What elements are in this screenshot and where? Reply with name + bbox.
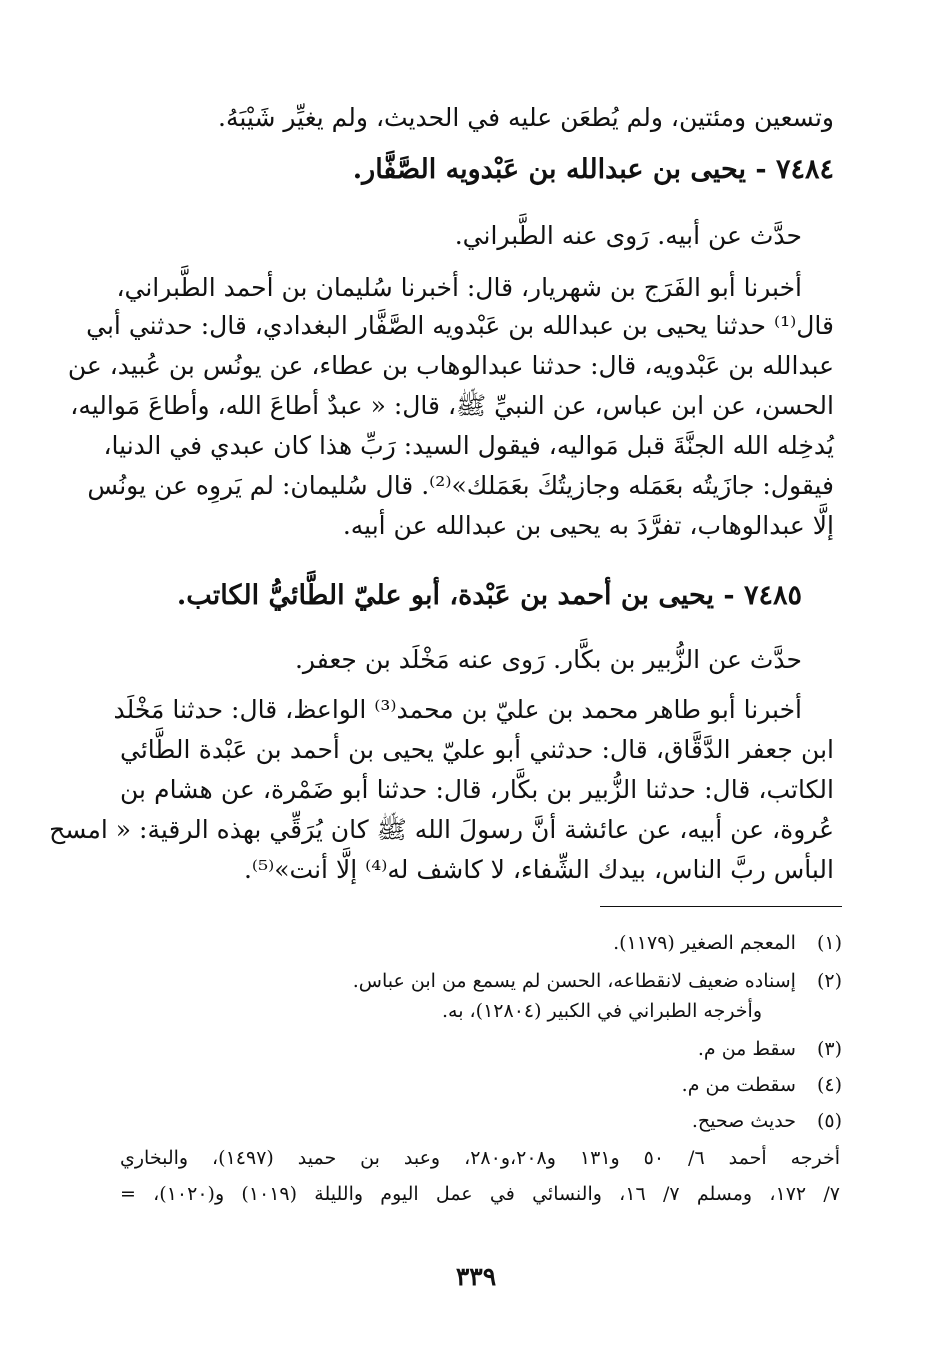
footnote-4	[682, 1070, 842, 1100]
footnote-divider	[600, 906, 842, 907]
footnote-text: إسناده ضعيف لانقطاعه، الحسن لم يسمع من ابن عباس.	[352, 970, 796, 992]
text-line: البأس ربَّ الناس، بيدك الشِّفاء، لا كاشف له⁽⁴⁾ إلَّا أنت»⁽⁵⁾.	[243, 855, 834, 884]
footnote-1	[613, 928, 842, 958]
text-line: فيقول: جازَيتُه بعَمَله وجازيتُكَ بعَمَلك»⁽²⁾. قال سُليمان: لم يَروِه عن يونُس	[87, 471, 834, 500]
text-line: الكاتب، قال: حدثنا الزُّبير بن بكَّار، قال: حدثنا أبو ضَمْرة، عن هشام بن	[120, 775, 834, 804]
entry-heading-7484: ٧٤٨٤ - يحيى بن عبدالله بن عَبْدويه الصَّفَّار.	[352, 154, 834, 185]
footnote-2-continuation: وأخرجه الطبراني في الكبير (١٢٨٠٤)، به.	[441, 1000, 762, 1022]
footnote-number: (٢)	[816, 970, 842, 992]
text-line: حدَّث عن الزُّبير بن بكَّار. رَوى عنه مَخْلَد بن جعفر.	[294, 645, 802, 674]
text-line: حدَّث عن أبيه. رَوى عنه الطَّبراني.	[454, 221, 802, 250]
text-line: إلَّا عبدالوهاب، تفرَّدَ به يحيى بن عبدالله عن أبيه.	[342, 511, 834, 540]
entry-heading-7485: ٧٤٨٥ - يحيى بن أحمد بن عَبْدة، أبو عليّ الطَّائيُّ الكاتب.	[176, 580, 802, 611]
footnote-number: (٥)	[816, 1110, 842, 1132]
footnote-text: حديث صحيح.	[691, 1110, 796, 1132]
footnote-2	[353, 966, 842, 996]
text-line: قال⁽¹⁾ حدثنا يحيى بن عبدالله بن عَبْدويه الصَّفَّار البغدادي، قال: حدثني أبي	[86, 311, 834, 340]
footnote-text: المعجم الصغير (١١٧٩).	[613, 932, 796, 954]
text-line: عُروة، عن أبيه، عن عائشة أنَّ رسولَ الله ﷺ كان يُرَقِّي بهذه الرقية: « امسح	[49, 815, 834, 844]
text-line: الحسن، عن ابن عباس، عن النبيِّ ﷺ، قال: « عبدٌ أطاعَ الله، وأطاعَ مَواليه،	[70, 391, 834, 420]
text-line: أخبرنا أبو طاهر محمد بن عليّ بن محمد⁽³⁾ الواعظ، قال: حدثنا مَخْلَد	[113, 695, 802, 724]
text-line: يُدخِله الله الجنَّةَ قبل مَواليه، فيقول السيد: رَبِّ هذا كان عبدي في الدنيا،	[103, 431, 834, 460]
footnote-number: (١)	[816, 932, 842, 954]
footnote-5	[692, 1106, 842, 1136]
footnote-5-continuation: أخرجه أحمد ٦/ ٥٠ و١٣١ و٢٠٨،و٢٨٠، وعبد بن حميد (١٤٩٧)، والبخاري	[120, 1147, 841, 1169]
text-line: ابن جعفر الدَّقَّاق، قال: حدثني أبو عليّ يحيى بن أحمد بن عَبْدة الطَّائي	[120, 735, 834, 764]
text-line: أخبرنا أبو الفَرَج بن شهريار، قال: أخبرنا سُليمان بن أحمد الطَّبراني،	[116, 273, 802, 302]
footnote-number: (٣)	[816, 1038, 842, 1060]
footnote-text: سقط من م.	[697, 1038, 796, 1060]
page-number: ٣٣٩	[455, 1262, 497, 1291]
footnote-5-continuation: ٧/ ١٧٢، ومسلم ٧/ ١٦، والنسائي في عمل اليوم والليلة (١٠١٩) و(١٠٢٠)، =	[120, 1183, 840, 1205]
footnote-number: (٤)	[816, 1074, 842, 1096]
text-line: عبدالله بن عَبْدويه، قال: حدثنا عبدالوهاب بن عطاء، عن يونُس بن عُبيد، عن	[67, 351, 834, 380]
footnote-text: سقطت من م.	[681, 1074, 796, 1096]
text-line: وتسعين ومئتين، ولم يُطعَن عليه في الحديث، ولم يغيِّر شَيْبَهُ.	[218, 103, 834, 132]
footnote-3	[698, 1034, 842, 1064]
